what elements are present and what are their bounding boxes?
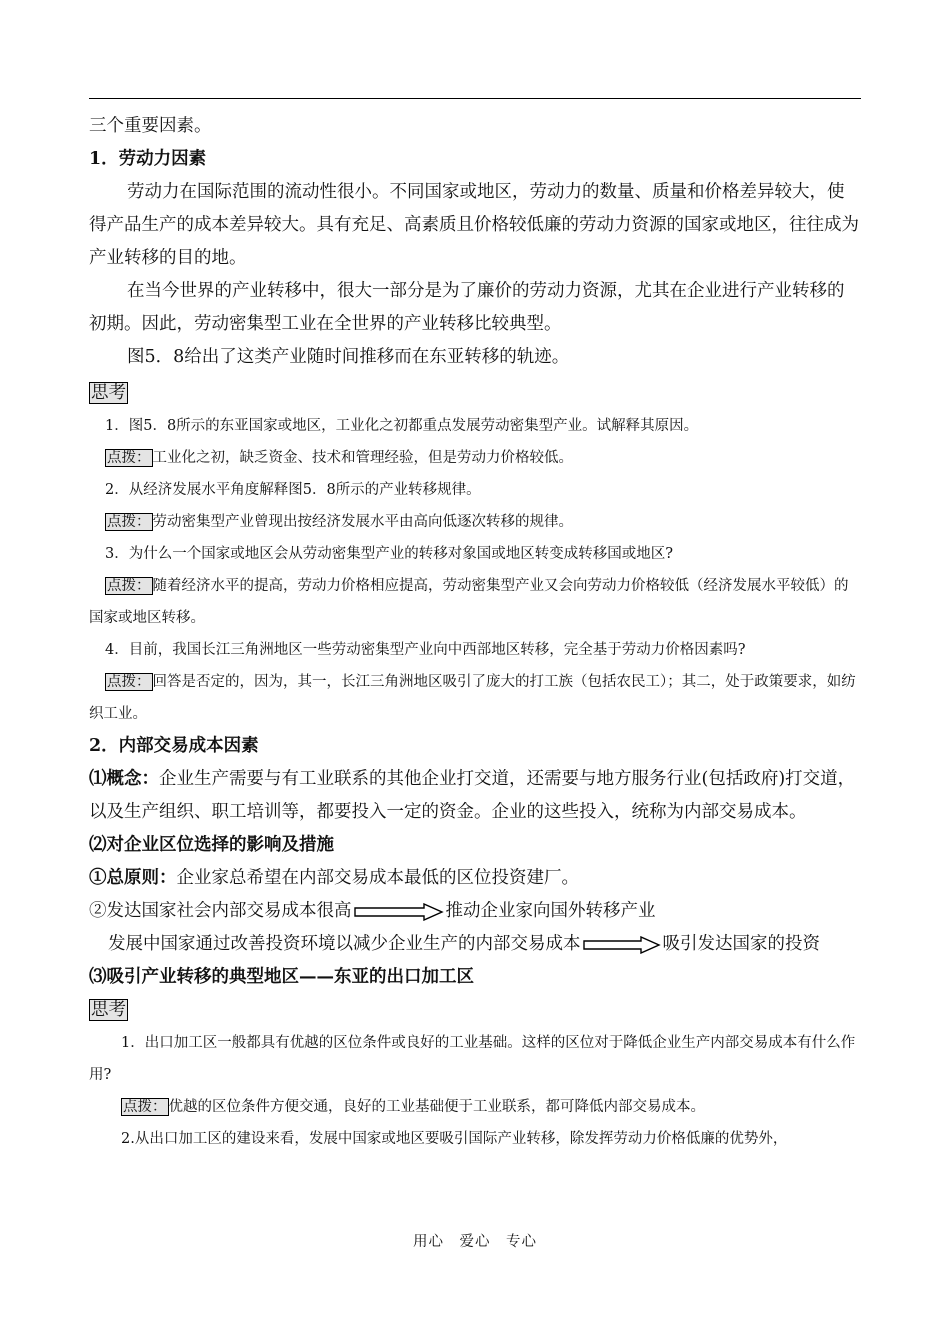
hint-label: 点拨： xyxy=(107,674,151,690)
think-label-box: 思考 xyxy=(91,383,126,403)
concept-label: ⑴概念： xyxy=(89,769,159,789)
developed-countries-line xyxy=(89,895,861,928)
influence-heading: ⑵对企业区位选择的影响及措施 xyxy=(89,835,334,855)
line3-cause: 发展中国家通过改善投资环境以减少企业生产的内部交易成本 xyxy=(108,934,581,954)
principle-text: 企业家总希望在内部交易成本最低的区位投资建厂。 xyxy=(176,868,579,888)
think1-q3: 3．为什么一个国家或地区会从劳动密集型产业的转移对象国或地区转变成转移国或地区? xyxy=(105,546,673,562)
think1-a3-text: 随着经济水平的提高，劳动力价格相应提高，劳动密集型产业又会向劳动力价格较低（经济发展水平较低）的国家或地区转移。 xyxy=(89,578,849,626)
think1-a1-text: 工业化之初，缺乏资金、技术和管理经验，但是劳动力价格较低。 xyxy=(152,450,573,466)
think1-q1: 1．图5．8所示的东亚国家或地区，工业化之初都重点发展劳动密集型产业。试解释其原因。 xyxy=(105,418,699,434)
principle-label: ①总原则： xyxy=(89,868,177,888)
section-2-heading: 2．内部交易成本因素 xyxy=(89,736,259,756)
line3-effect: 吸引发达国家的投资 xyxy=(662,934,820,954)
developing-countries-line xyxy=(89,928,861,961)
s1-paragraph-2: 在当今世界的产业转移中，很大一部分是为了廉价的劳动力资源，尤其在企业进行产业转移的初期。因此，劳动密集型工业在全世界的产业转移比较典型。 xyxy=(89,281,845,334)
s1-paragraph-1: 劳动力在国际范围的流动性很小。不同国家或地区，劳动力的数量、质量和价格差异较大，使得产品生产的成本差异较大。具有充足、高素质且价格较低廉的劳动力资源的国家或地区，往往成为产业转移的目的地。 xyxy=(89,182,859,268)
think2-q1: 1．出口加工区一般都具有优越的区位条件或良好的工业基础。这样的区位对于降低企业生产内部交易成本有什么作用? xyxy=(89,1035,856,1083)
think1-a4 xyxy=(89,666,861,730)
typical-region-heading: ⑶吸引产业转移的典型地区——东亚的出口加工区 xyxy=(89,967,474,987)
think1-q4: 4．目前，我国长江三角洲地区一些劳动密集型产业向中西部地区转移，完全基于劳动力价格因素吗? xyxy=(105,642,746,658)
think1-a4-text: 回答是否定的，因为，其一，长江三角洲地区吸引了庞大的打工族（包括农民工）；其二，处于政策要求，如纺织工业。 xyxy=(89,674,856,722)
intro-tail: 三个重要因素。 xyxy=(89,116,212,136)
s1-paragraph-3: 图5．8给出了这类产业随时间推移而在东亚转移的轨迹。 xyxy=(127,347,570,367)
line2-effect: 推动企业家向国外转移产业 xyxy=(445,901,656,921)
principle-line xyxy=(89,862,861,895)
think2-q2: 2.从出口加工区的建设来看，发展中国家或地区要吸引国际产业转移，除发挥劳动力价格低廉的优势外， xyxy=(121,1131,788,1147)
think1-q2: 2．从经济发展水平角度解释图5．8所示的产业转移规律。 xyxy=(105,482,481,498)
think-2-label-line xyxy=(89,994,861,1027)
right-arrow-icon xyxy=(583,936,661,954)
page-footer: 用心 爱心 专心 xyxy=(413,1234,537,1250)
think1-a2 xyxy=(89,506,861,538)
concept-text: 企业生产需要与有工业联系的其他企业打交道，还需要与地方服务行业(包括政府)打交道，以及生产组织、职工培训等，都要投入一定的资金。企业的这些投入，统称为内部交易成本。 xyxy=(89,769,856,822)
think1-a2-text: 劳动密集型产业曾现出按经济发展水平由高向低逐次转移的规律。 xyxy=(152,514,573,530)
section-1-heading: 1．劳动力因素 xyxy=(89,149,207,169)
think1-a1 xyxy=(89,442,861,474)
think1-a3 xyxy=(89,570,861,634)
hint-label: 点拨： xyxy=(107,450,151,466)
think2-a1-text: 优越的区位条件方便交通，良好的工业基础便于工业联系，都可降低内部交易成本。 xyxy=(168,1099,705,1115)
header-rule xyxy=(89,98,861,99)
think2-a1 xyxy=(89,1091,861,1123)
right-arrow-icon xyxy=(354,903,444,921)
concept-paragraph xyxy=(89,763,861,829)
hint-label: 点拨： xyxy=(107,578,151,594)
line2-cause: ②发达国家社会内部交易成本很高 xyxy=(89,901,352,921)
document-body xyxy=(89,110,861,1155)
think-1-label-line xyxy=(89,377,861,410)
hint-label: 点拨： xyxy=(123,1099,167,1115)
hint-label: 点拨： xyxy=(107,514,151,530)
think-label-box: 思考 xyxy=(91,1000,126,1020)
